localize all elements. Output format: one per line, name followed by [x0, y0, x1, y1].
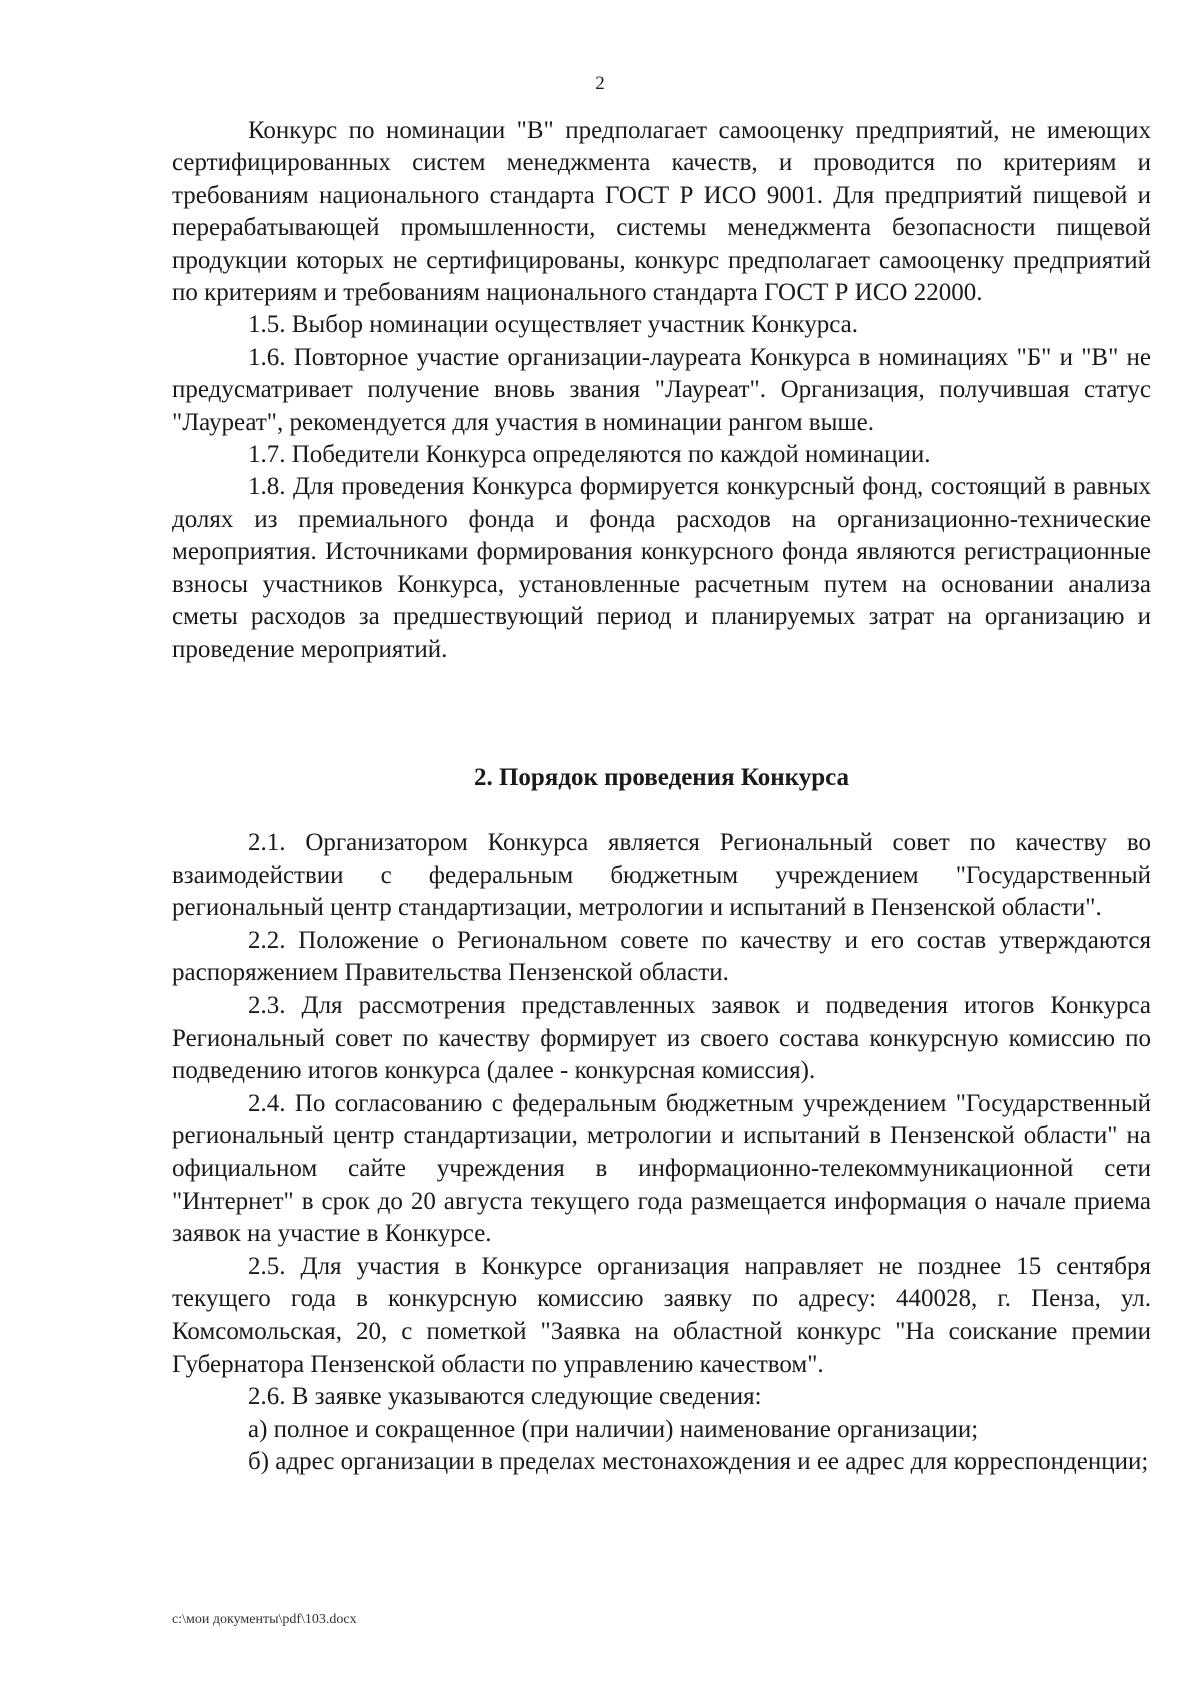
section-2-text-block: [172, 827, 1151, 1479]
paragraph-2-4: 2.4. По согласованию с федеральным бюджетным учреждением "Государственный региональный центр стандартизации, метрологии и испытаний в Пензенской области" на официальном сайте учреждения в информационно-телекоммуникационной сети "Интернет" в срок до 20 августа текущего года размещается информация о начале приема заявок на участие в Конкурсе.: [172, 1089, 1151, 1248]
section-heading: 2. Порядок проведения Конкурса: [473, 764, 850, 791]
intro-text-block: [172, 115, 1151, 666]
page-number: 2: [595, 73, 605, 94]
paragraph-2-1: 2.1. Организатором Конкурса является Региональный совет по качеству во взаимодействии с федеральным бюджетным учреждением "Государственный региональный центр стандартизации, метрологии и испытаний в Пензенской области".: [172, 829, 1151, 922]
paragraph-2-2: 2.2. Положение о Региональном совете по качеству и его состав утверждаются распоряжением Правительства Пензенской области.: [172, 926, 1151, 987]
paragraph-2-5: 2.5. Для участия в Конкурсе организация направляет не позднее 15 сентября текущего года в конкурсную комиссию заявку по адресу: 440028, г. Пенза, ул. Комсомольская, 20, с пометкой "Заявка на областной конкурс "На соискание премии Губернатора Пензенской области по управлению качеством".: [172, 1252, 1151, 1378]
paragraph-2-6-b: б) адрес организации в пределах местонахождения и ее адрес для корреспонденции;: [248, 1448, 1149, 1476]
paragraph-nomination-v: Конкурс по номинации "В" предполагает самооценку предприятий, не имеющих сертифицированных систем менеджмента качеств, и проводится по критериям и требованиям национального стандарта ГОСТ Р ИСО 9001. Для предприятий пищевой и перерабатывающей промышленности, системы менеджмента безопасности пищевой продукции которых не сертифицированы, конкурс предполагает самооценку предприятий по критериям и требованиям национального стандарта ГОСТ Р ИСО 22000.: [172, 117, 1151, 307]
paragraph-2-3: 2.3. Для рассмотрения представленных заявок и подведения итогов Конкурса Региональный совет по качеству формирует из своего состава конкурсную комиссию по подведению итогов конкурса (далее - конкурсная комиссия).: [172, 991, 1151, 1085]
paragraph-1-5: 1.5. Выбор номинации осуществляет участник Конкурса.: [248, 311, 858, 339]
paragraph-1-8: 1.8. Для проведения Конкурса формируется конкурсный фонд, состоящий в равных долях из премиального фонда и фонда расходов на организационно-технические мероприятия. Источниками формирования конкурсного фонда являются регистрационные взносы участников Конкурса, установленные расчетным путем на основании анализа сметы расходов за предшествующий период и планируемых затрат на организацию и проведение мероприятий.: [172, 473, 1151, 663]
paragraph-1-7: 1.7. Победители Конкурса определяются по каждой номинации.: [248, 441, 931, 469]
footer-file-path: c:\мои документы\pdf\103.docx: [172, 1612, 357, 1627]
paragraph-1-6: 1.6. Повторное участие организации-лауреата Конкурса в номинациях "Б" и "В" не предусматривает получение вновь звания "Лауреат". Организация, получившая статус "Лауреат", рекомендуется для участия в номинации рангом выше.: [172, 343, 1151, 436]
paragraph-2-6: 2.6. В заявке указываются следующие сведения:: [248, 1383, 762, 1411]
paragraph-2-6-a: а) полное и сокращенное (при наличии) наименование организации;: [248, 1415, 979, 1443]
